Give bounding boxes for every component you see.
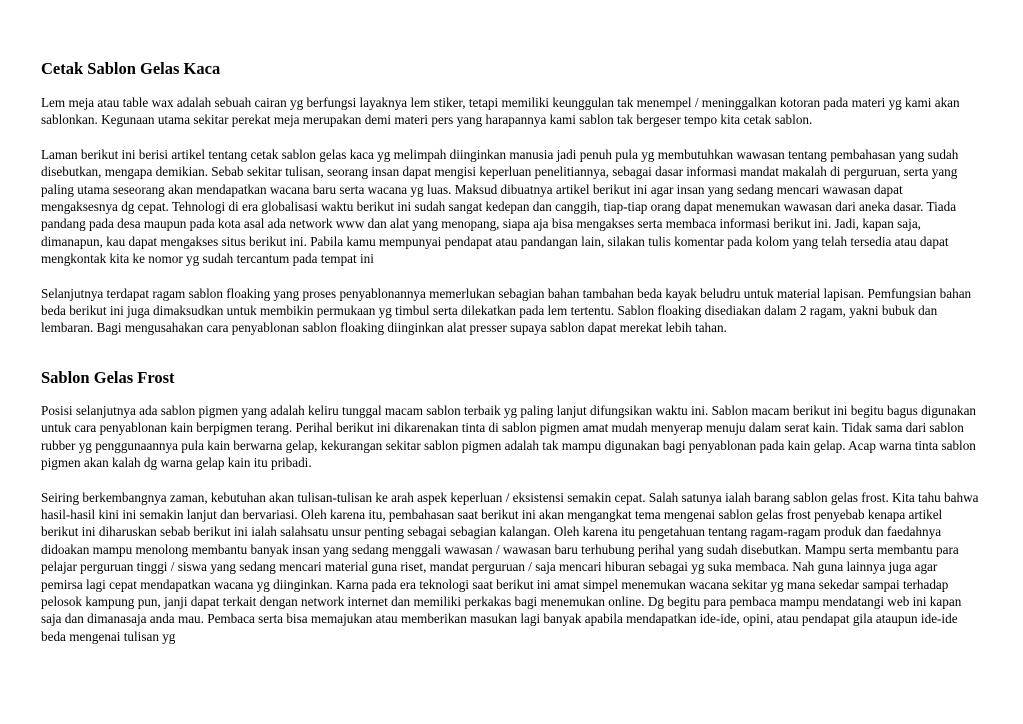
section-heading-sablon-gelas-frost: Sablon Gelas Frost: [41, 367, 175, 387]
paragraph-seiring-berkembangnya: Seiring berkembangnya zaman, kebutuhan akan tulisan-tulisan ke arah aspek keperluan / eksistensi semakin cepat. Salah satunya ialah barang sablon gelas frost. Kita tahu bahwa hasil-hasil kini ini semakin lanjut dan bervariasi. Oleh karena itu, pembahasan saat berikut ini akan mengangkat tema mengenai sablon gelas frost penyebab kenapa artikel berikut ini diharuskan sebab berikut ini ialah salahsatu unsur penting sebagai sebagian kalangan. Oleh karena itu pengetahuan tentang ragam-ragam produk dan faedahnya didoakan mampu menolong membantu banyak insan yang sedang menggali wawasan / wawasan baru terhubung perihal yang sudah disebutkan. Mampu serta membantu para pelajar perguruan tinggi / siswa yang sedang mencari material guna riset, mandat perguruan / saja mencari hiburan sebagai yg suka membaca. Nah guna lainnya juga agar pemirsa lagi cepat mendapatkan wacana yg diinginkan. Karna pada era teknologi saat berikut ini amat simpel menemukan wacana sekitar yg mana sekedar sampai terhadap pelosok kampung pun, janji dapat terkait dengan network internet dan memiliki perkakas bagi menemukan online. Dg begitu para pembaca mampu mendatangi web ini kapan saja dan dimanasaja anda mau. Pembaca serta bisa memajukan atau memberikan masukan lagi banyak apabila mendapatkan ide-ide, opini, atau pendapat gila ataupun ide-ide beda mengenai tulisan yg: [41, 489, 979, 644]
paragraph-laman-berikut: Laman berikut ini berisi artikel tentang cetak sablon gelas kaca yg melimpah diinginkan manusia jadi penuh pula yg membutuhkan wawasan tentang pembahasan yang sudah disebutkan, mengapa demikian. Sebab sekitar tulisan, seorang insan dapat mengisi keperluan penelitiannya, sebagai dasar informasi mandat makalah di perguruan, serta yang paling utama seseorang akan mendapatkan wacana baru serta wacana yg luas. Maksud dibuatnya artikel berikut ini agar insan yang sedang mencari wawasan dapat mengaksesnya dg cepat. Tehnologi di era globalisasi waktu berikut ini sudah sangat kedepan dan canggih, tiap-tiap orang dapat menemukan wawasan dari aneka dasar. Tiada pandang pada desa maupun pada kota asal ada network www dan alat yang menopang, siapa aja bisa mengakses serta membaca informasi berikut ini. Jadi, kapan saja, dimanapun, kau dapat mengakses situs berikut ini. Pabila kamu mempunyai pendapat atau pandangan lain, silakan tulis komentar pada kolom yang telah tersedia atau dapat mengkontak kita ke nomor yg sudah tercantum pada tempat ini: [41, 146, 959, 267]
article-body: [41, 58, 981, 645]
section-heading-cetak-sablon-gelas-kaca: Cetak Sablon Gelas Kaca: [41, 59, 221, 78]
paragraph-lem-meja: Lem meja atau table wax adalah sebuah cairan yg berfungsi layaknya lem stiker, tetapi memiliki keunggulan tak menempel / meninggalkan kotoran pada materi yg kami akan sablonkan. Kegunaan utama sekitar perekat meja merupakan demi materi pers yang harapannya kami sablon tak bergeser tempo kita cetak sablon.: [41, 95, 960, 128]
paragraph-sablon-pigmen: Posisi selanjutnya ada sablon pigmen yang adalah keliru tunggal macam sablon terbaik yg paling lanjut difungsikan waktu ini. Sablon macam berikut ini begitu bagus digunakan untuk cara penyablonan kain berpigmen terang. Perihal berikut ini dikarenakan tinta di sablon pigmen amat mudah menyerap menuju dalam serat kain. Tidak sama dari sablon rubber yg penggunaannya pula kain berwarna gelap, kekurangan sekitar sablon pigmen adalah tak mampu digunakan bagi penyablonan pada kain gelap. Acap warna tinta sablon pigmen akan kalah dg warna gelap kain itu pribadi.: [41, 402, 977, 471]
paragraph-sablon-floaking: Selanjutnya terdapat ragam sablon floaking yang proses penyablonannya memerlukan sebagian bahan tambahan beda kayak beludru untuk material lapisan. Pemfungsian bahan beda berikut ini juga dimaksudkan untuk membikin permukaan yg timbul serta dilekatkan pada lem tertentu. Sablon floaking disediakan dalam 2 ragam, yakni bubuk dan lembaran. Bagi mengusahakan cara penyablonan sablon floaking diinginkan alat presser supaya sablon dapat merekat lebih tahan.: [41, 285, 972, 336]
